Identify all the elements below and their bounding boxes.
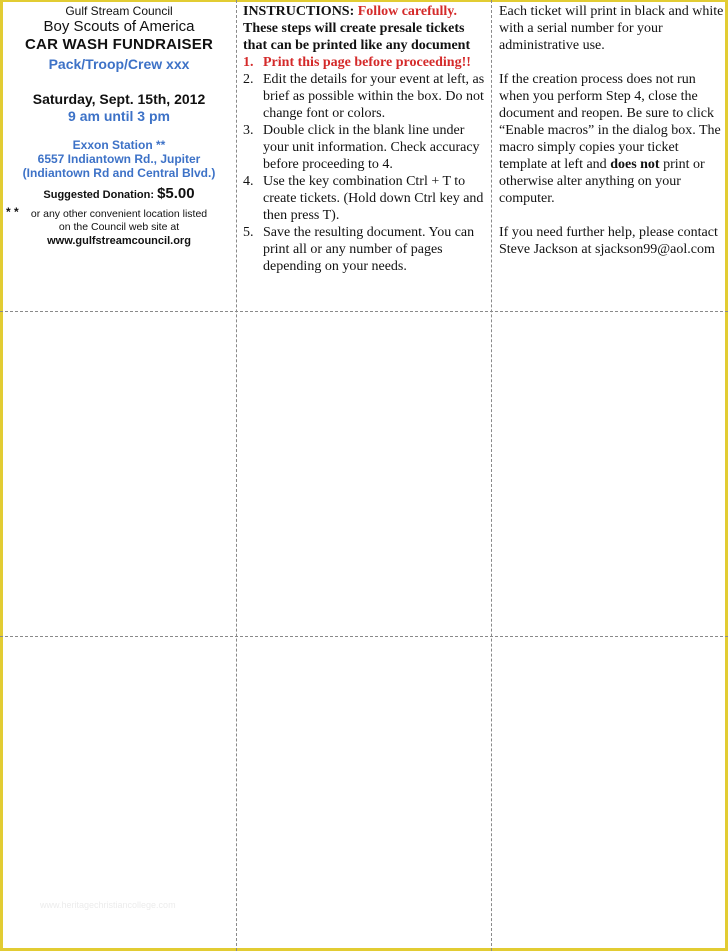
step-text: Use the key combination Ctrl + T to create tickets. (Hold down Ctrl key and then press T).: [263, 174, 484, 223]
step-text: Edit the details for your event at left, as brief as possible within the box. Do not change font or colors.: [263, 72, 485, 121]
location-cross-streets: (Indiantown Rd and Central Blvd.): [22, 166, 216, 180]
info-line: computer.: [499, 191, 555, 206]
asterisk-marker: * *: [6, 205, 19, 219]
organization-name: Boy Scouts of America: [43, 18, 195, 35]
step-item: [243, 173, 488, 224]
info-line: macro simply copies your ticket: [499, 140, 679, 155]
step-number: 2.: [243, 72, 254, 87]
step-text: Save the resulting document. You can print all or any number of pages depending on your needs.: [263, 225, 475, 274]
step-number: 3.: [243, 123, 254, 138]
info-line: Each ticket will print in black and white: [499, 4, 724, 19]
step-number: 5.: [243, 225, 254, 240]
instructions-label: INSTRUCTIONS:: [243, 4, 358, 19]
council-website: www.gulfstreamcouncil.org: [47, 235, 191, 247]
location-note-line-2: on the Council web site at: [58, 221, 180, 233]
info-line: with a serial number for your: [499, 21, 663, 36]
donation-label: Suggested Donation:: [43, 189, 158, 201]
serial-number-note: [499, 3, 728, 54]
step-item: [243, 224, 488, 275]
info-emphasis: does not: [610, 157, 660, 172]
step-text: Print this page before proceeding!!: [263, 55, 471, 70]
step-number: 4.: [243, 174, 254, 189]
info-panel: [499, 3, 728, 258]
troubleshooting-note: [499, 71, 728, 207]
info-line: template at left and: [499, 157, 611, 172]
step-number: 1.: [243, 55, 254, 70]
info-line: print or: [659, 157, 705, 172]
location-note: [3, 205, 235, 234]
unit-name: Pack/Troop/Crew xxx: [48, 56, 190, 72]
info-line: when you perform Step 4, close the: [499, 89, 698, 104]
event-time: 9 am until 3 pm: [68, 108, 170, 124]
info-line: If you need further help, please contact: [499, 225, 718, 240]
donation-amount: $5.00: [157, 185, 195, 202]
cut-line-vertical-2: [491, 0, 492, 951]
instructions-emphasis: Follow carefully.: [357, 4, 458, 19]
suggested-donation: [3, 185, 235, 204]
step-text: Double click in the blank line under your unit information. Check accuracy before proceeding to 4.: [263, 123, 480, 172]
location-address: 6557 Indiantown Rd., Jupiter: [37, 152, 201, 166]
location-name: Exxon Station **: [72, 138, 166, 152]
info-line: If the creation process does not run: [499, 72, 696, 87]
ticket-template: [3, 2, 235, 248]
info-line: Steve Jackson at sjackson99@aol.com: [499, 242, 715, 257]
watermark: www.heritagechristiancollege.com: [40, 900, 176, 910]
cut-line-horizontal-1: [0, 311, 728, 312]
help-contact-note: [499, 224, 728, 258]
cut-line-horizontal-2: [0, 636, 728, 637]
location-note-line-1: or any other convenient location listed: [30, 208, 208, 220]
info-line: administrative use.: [499, 38, 605, 53]
council-name: Gulf Stream Council: [65, 4, 173, 18]
info-line: otherwise alter anything on your: [499, 174, 681, 189]
event-date: Saturday, Sept. 15th, 2012: [32, 91, 206, 107]
info-line: “Enable macros” in the dialog box. The: [499, 123, 721, 138]
instructions-intro: These steps will create presale tickets that can be printed like any document: [243, 21, 471, 53]
step-item: [243, 122, 488, 173]
instructions-steps: [243, 54, 488, 275]
step-item: [243, 71, 488, 122]
event-title: CAR WASH FUNDRAISER: [25, 36, 213, 53]
step-item: [243, 54, 488, 71]
cut-line-vertical-1: [236, 0, 237, 951]
instructions-panel: [243, 3, 488, 275]
instructions-heading: [243, 3, 488, 20]
info-line: document and reopen. Be sure to click: [499, 106, 714, 121]
